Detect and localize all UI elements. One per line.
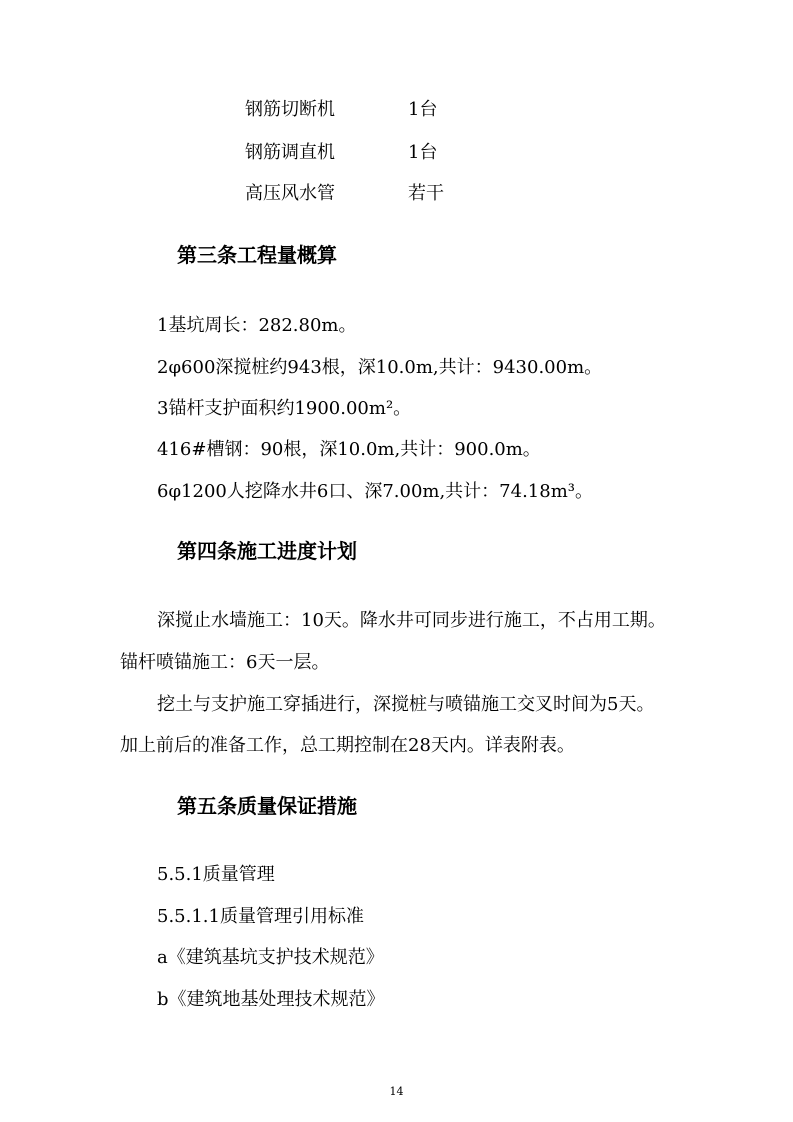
section5-title: 第五条质量保证措施 <box>177 794 357 818</box>
list-item: b《建筑地基处理技术规范》 <box>157 989 385 1010</box>
equipment-qty: 1台 <box>408 99 438 120</box>
list-item: 2φ600深搅桩约943根，深10.0m,共计：9430.00m。 <box>157 357 603 378</box>
paragraph-line: 加上前后的准备工作，总工期控制在28天内。详表附表。 <box>120 735 575 756</box>
list-item: a《建筑基坑支护技术规范》 <box>157 947 384 968</box>
list-item: 1基坑周长：282.80m。 <box>157 315 357 336</box>
list-item: 5.5.1.1质量管理引用标准 <box>157 906 364 927</box>
paragraph-line: 深搅止水墙施工：10天。降水井可同步进行施工，不占用工期。 <box>157 610 666 631</box>
list-item: 6φ1200人挖降水井6口、深7.00m,共计：74.18m³。 <box>157 481 593 502</box>
section4-title: 第四条施工进度计划 <box>177 539 357 563</box>
section3-title: 第三条工程量概算 <box>177 243 337 267</box>
equipment-name: 钢筋调直机 <box>245 142 335 163</box>
equipment-name: 高压风水管 <box>245 183 335 204</box>
equipment-qty: 1台 <box>408 142 438 163</box>
equipment-name: 钢筋切断机 <box>245 99 335 120</box>
equipment-qty: 若干 <box>408 183 444 204</box>
page-number: 14 <box>389 1085 404 1098</box>
paragraph-line: 锚杆喷锚施工：6天一层。 <box>120 652 330 673</box>
paragraph-line: 挖土与支护施工穿插进行，深搅桩与喷锚施工交叉时间为5天。 <box>157 694 655 715</box>
list-item: 416#槽钢：90根，深10.0m,共计：900.0m。 <box>157 439 541 460</box>
list-item: 3锚杆支护面积约1900.00m²。 <box>157 398 412 419</box>
list-item: 5.5.1质量管理 <box>157 864 275 885</box>
